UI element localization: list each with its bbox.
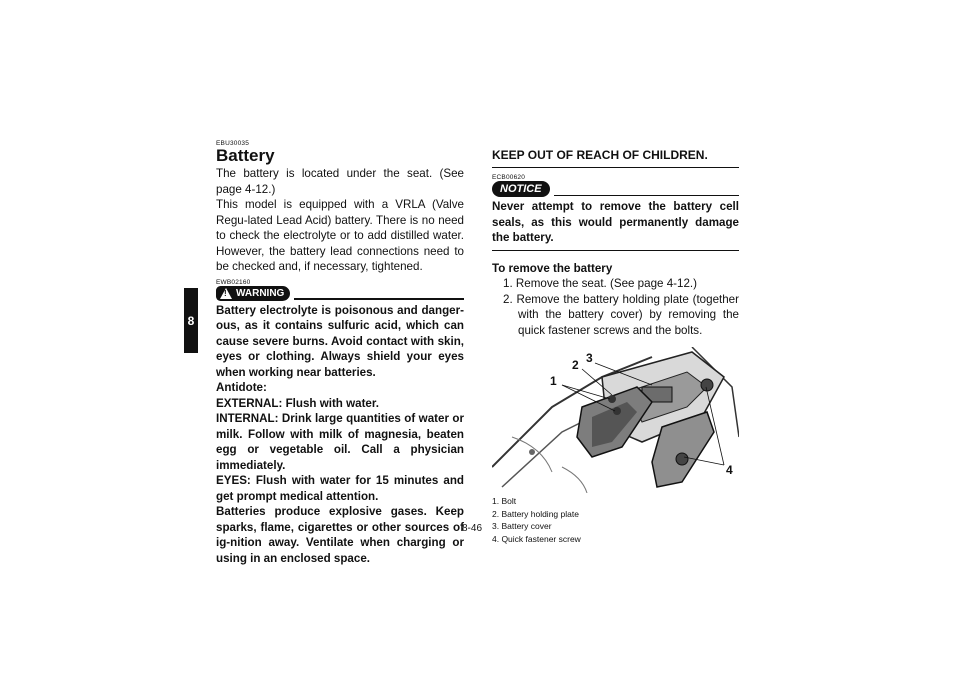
callout-1: 1: [550, 374, 557, 388]
legend-item: 3. Battery cover: [492, 521, 552, 531]
callout-3: 3: [586, 351, 593, 365]
procedure-heading: To remove the battery: [492, 262, 613, 275]
legend-item: 2. Battery holding plate: [492, 508, 579, 519]
warning-label: WARNING: [236, 287, 285, 299]
notice-end-rule: [492, 250, 739, 252]
section-heading: Battery: [216, 146, 275, 165]
intro-paragraph-1: The battery is located under the seat. (See page 4-12.): [216, 167, 464, 196]
warning-badge: [216, 286, 290, 301]
battery-figure: [492, 347, 739, 493]
notice-rule: [554, 195, 739, 197]
notice-code: ECB00620: [492, 174, 526, 181]
notice-badge: NOTICE: [492, 181, 550, 197]
legend-item: 4. Quick fastener screw: [492, 533, 581, 544]
left-column: [216, 140, 464, 566]
warning-code: EWB02160: [216, 278, 251, 286]
page-number: 8-46: [462, 523, 483, 534]
chapter-tab-number: 8: [187, 313, 195, 328]
warning-text-2: Antidote:: [216, 381, 267, 394]
warning-text-4: INTERNAL: Drink large quantities of water or milk. Follow with milk of magnesia, beaten egg or vegetable oil. Call a physician immediately.: [216, 412, 464, 472]
right-column: [492, 148, 739, 545]
warning-text-6: Batteries produce explosive gases. Keep sparks, flame, cigarettes or other sources of ig-nition away. Ventilate when charging or using in an enclosed space.: [216, 505, 464, 565]
warning-text-3: EXTERNAL: Flush with water.: [216, 396, 379, 410]
callout-2: 2: [572, 358, 579, 372]
legend-item: 1. Bolt: [492, 496, 517, 506]
battery-illustration: [492, 347, 739, 493]
procedure-step: 2. Remove the battery holding plate (together with the battery cover) by removing the quick fastener screws and the bolts.: [503, 292, 739, 337]
procedure-steps: [492, 276, 739, 338]
section-code: EBU30035: [216, 140, 250, 147]
warning-triangle-icon: !: [220, 288, 232, 299]
chapter-tab: [184, 288, 198, 353]
warning-header: [216, 286, 464, 301]
callout-4: 4: [726, 463, 733, 477]
intro-paragraph-2: This model is equipped with a VRLA (Valve Regu-lated Lead Acid) battery. There is no need to check the electrolyte or to add distilled water. However, the battery lead connections need to be checked and, if necessary, tightened.: [216, 198, 464, 273]
warning-rule: [294, 298, 464, 300]
warning-end-text: KEEP OUT OF REACH OF CHILDREN.: [492, 148, 708, 162]
figure-legend: [492, 495, 739, 545]
warning-text-5: EYES: Flush with water for 15 minutes and get prompt medical attention.: [216, 474, 464, 503]
procedure-step: 1. Remove the seat. (See page 4-12.): [503, 277, 697, 290]
notice-text: Never attempt to remove the battery cell seals, as this would permanently damage the battery.: [492, 200, 739, 244]
notice-header: [492, 181, 739, 197]
warning-end-rule: [492, 167, 739, 169]
warning-text-1: Battery electrolyte is poisonous and danger-ous, as it contains sulfuric acid, which can cause severe burns. Avoid contact with skin, eyes or clothing. Always shield your eyes when working near batteries.: [216, 303, 464, 379]
